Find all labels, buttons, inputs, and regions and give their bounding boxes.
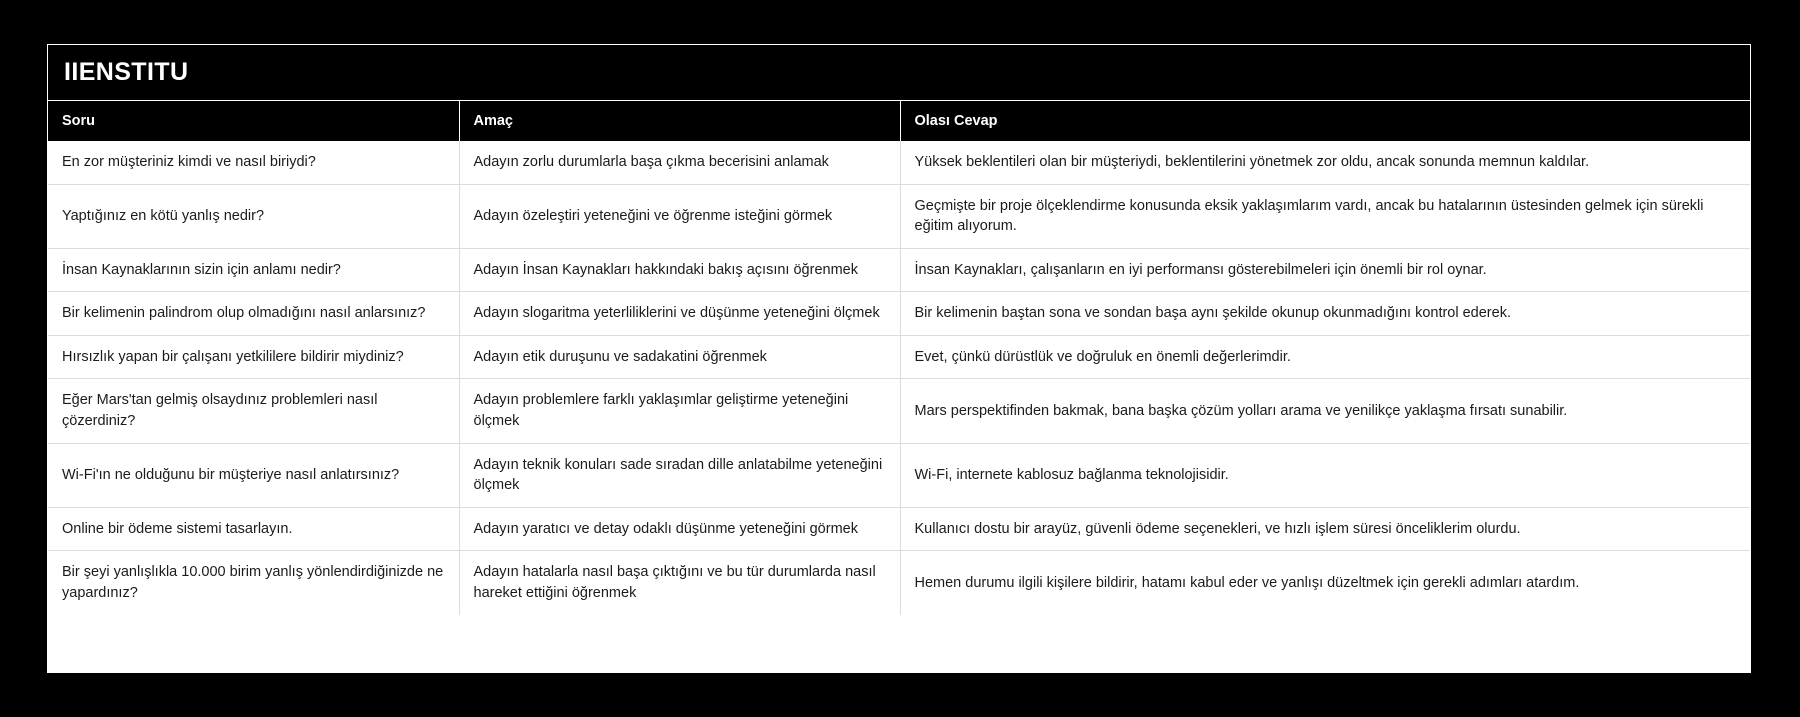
cell-question: Bir şeyi yanlışlıkla 10.000 birim yanlış yönlendirdiğinizde ne yapardınız? <box>48 551 459 615</box>
cell-goal: Adayın özeleştiri yeteneğini ve öğrenme isteğini görmek <box>459 184 900 248</box>
cell-question: Hırsızlık yapan bir çalışanı yetkililere bildirir miydiniz? <box>48 335 459 379</box>
table-row <box>48 292 1750 336</box>
cell-goal: Adayın yaratıcı ve detay odaklı düşünme yeteneğini görmek <box>459 507 900 551</box>
cell-answer: Hemen durumu ilgili kişilere bildirir, hatamı kabul eder ve yanlışı düzeltmek için gerekli adımları atardım. <box>900 551 1750 615</box>
brand-title: IIENSTITU <box>64 58 189 86</box>
cell-answer: İnsan Kaynakları, çalışanların en iyi performansı gösterebilmeleri için önemli bir rol oynar. <box>900 248 1750 292</box>
cell-answer: Mars perspektifinden bakmak, bana başka çözüm yolları arama ve yenilikçe yaklaşma fırsatı sunabilir. <box>900 379 1750 443</box>
cell-question: Bir kelimenin palindrom olup olmadığını nasıl anlarsınız? <box>48 292 459 336</box>
cell-answer: Yüksek beklentileri olan bir müşteriydi, beklentilerini yönetmek zor oldu, ancak sonunda memnun kaldılar. <box>900 141 1750 184</box>
cell-goal: Adayın zorlu durumlarla başa çıkma becerisini anlamak <box>459 141 900 184</box>
cell-answer: Wi-Fi, internete kablosuz bağlanma teknolojisidir. <box>900 443 1750 507</box>
cell-goal: Adayın problemlere farklı yaklaşımlar geliştirme yeteneğini ölçmek <box>459 379 900 443</box>
table-row <box>48 184 1750 248</box>
cell-question: En zor müşteriniz kimdi ve nasıl biriydi? <box>48 141 459 184</box>
table-scroll-area <box>48 101 1750 672</box>
cell-answer: Geçmişte bir proje ölçeklendirme konusunda eksik yaklaşımlarım vardı, ancak bu hatalarının üstesinden gelmek için sürekli eğitim alıyorum. <box>900 184 1750 248</box>
cell-answer: Bir kelimenin baştan sona ve sondan başa aynı şekilde okunup okunmadığını kontrol ederek. <box>900 292 1750 336</box>
table-body <box>48 141 1750 615</box>
cell-goal: Adayın İnsan Kaynakları hakkındaki bakış açısını öğrenmek <box>459 248 900 292</box>
cell-question: Eğer Mars'tan gelmiş olsaydınız problemleri nasıl çözerdiniz? <box>48 379 459 443</box>
cell-goal: Adayın teknik konuları sade sıradan dille anlatabilme yeteneğini ölçmek <box>459 443 900 507</box>
column-header-goal: Amaç <box>459 101 900 141</box>
cell-goal: Adayın hatalarla nasıl başa çıktığını ve bu tür durumlarda nasıl hareket ettiğini öğrenmek <box>459 551 900 615</box>
interview-questions-table <box>48 101 1750 615</box>
table-row <box>48 141 1750 184</box>
table-header <box>48 101 1750 141</box>
table-row <box>48 248 1750 292</box>
cell-answer: Evet, çünkü dürüstlük ve doğruluk en önemli değerlerimdir. <box>900 335 1750 379</box>
cell-goal: Adayın slogaritma yeterliliklerini ve düşünme yeteneğini ölçmek <box>459 292 900 336</box>
column-header-answer: Olası Cevap <box>900 101 1750 141</box>
interview-question-table-card <box>47 44 1751 673</box>
table-row <box>48 551 1750 615</box>
cell-question: Yaptığınız en kötü yanlış nedir? <box>48 184 459 248</box>
brand-bar <box>48 45 1750 101</box>
table-header-row <box>48 101 1750 141</box>
cell-question: İnsan Kaynaklarının sizin için anlamı nedir? <box>48 248 459 292</box>
cell-goal: Adayın etik duruşunu ve sadakatini öğrenmek <box>459 335 900 379</box>
table-row <box>48 335 1750 379</box>
column-header-question: Soru <box>48 101 459 141</box>
cell-answer: Kullanıcı dostu bir arayüz, güvenli ödeme seçenekleri, ve hızlı işlem süresi önceliklerim olurdu. <box>900 507 1750 551</box>
cell-question: Online bir ödeme sistemi tasarlayın. <box>48 507 459 551</box>
cell-question: Wi-Fi'ın ne olduğunu bir müşteriye nasıl anlatırsınız? <box>48 443 459 507</box>
table-row <box>48 507 1750 551</box>
table-row <box>48 379 1750 443</box>
table-row <box>48 443 1750 507</box>
